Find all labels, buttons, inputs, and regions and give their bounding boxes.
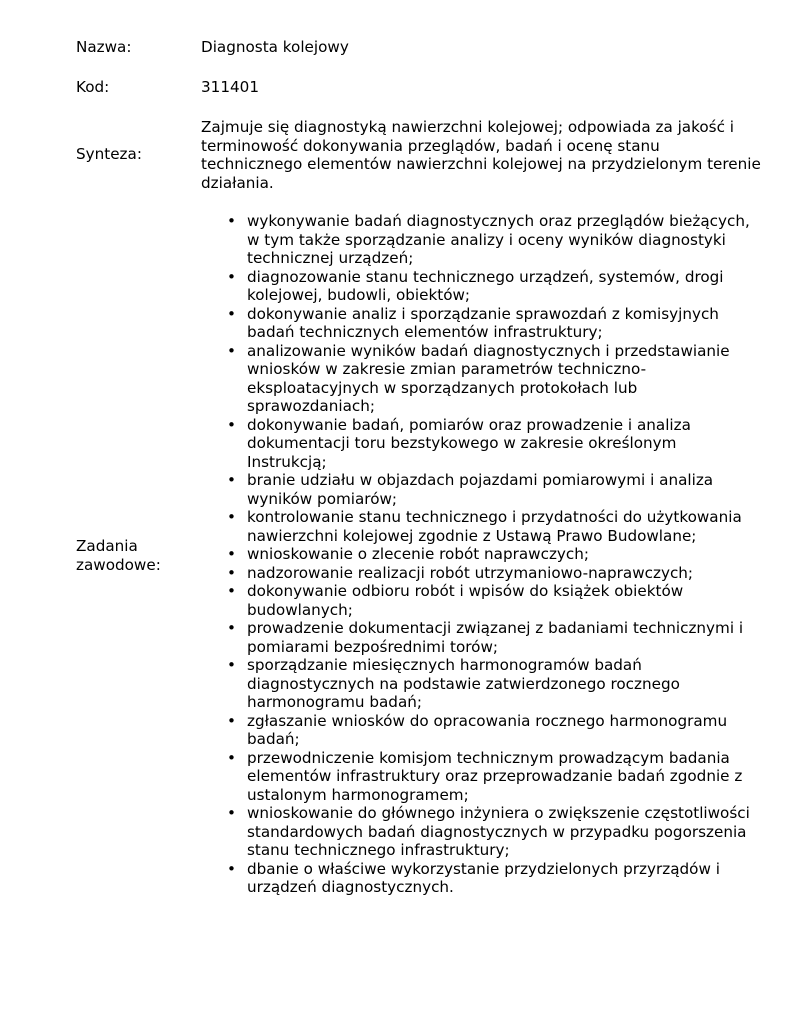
synteza-label: Synteza: [76,145,142,163]
nazwa-value: Diagnosta kolejowy [201,38,349,56]
list-item: • wnioskowanie do głównego inżyniera o zwiększenie częstotliwości standardowych badań diagnostycznych w przypadku pogorszenia stanu technicznego infrastruktury; [227,804,757,860]
list-item: • dokonywanie analiz i sporządzanie sprawozdań z komisyjnych badań technicznych elementów infrastruktury; [227,305,757,342]
synteza-value: Zajmuje się diagnostyką nawierzchni kolejowej; odpowiada za jakość i terminowość dokonywania przeglądów, badań i ocenę stanu technicznego elementów nawierzchni kolejowej na przydzielonym terenie działania. [201,118,761,192]
list-item: • dokonywanie odbioru robót i wpisów do książek obiektów budowlanych; [227,582,757,619]
list-item: • wnioskowanie o zlecenie robót naprawczych; [227,545,757,564]
list-item: • przewodniczenie komisjom technicznym prowadzącym badania elementów infrastruktury oraz przeprowadzanie badań zgodnie z ustalonym harmonogramem; [227,749,757,805]
list-item: • sporządzanie miesięcznych harmonogramów badań diagnostycznych na podstawie zatwierdzonego rocznego harmonogramu badań; [227,656,757,712]
list-item: • analizowanie wyników badań diagnostycznych i przedstawianie wniosków w zakresie zmian parametrów techniczno-eksploatacyjnych w sporządzanych protokołach lub sprawozdaniach; [227,342,757,416]
list-item: • kontrolowanie stanu technicznego i przydatności do użytkowania nawierzchni kolejowej zgodnie z Ustawą Prawo Budowlane; [227,508,757,545]
list-item: • zgłaszanie wniosków do opracowania rocznego harmonogramu badań; [227,712,757,749]
list-item: • branie udziału w objazdach pojazdami pomiarowymi i analiza wyników pomiarów; [227,471,757,508]
list-item: • dbanie o właściwe wykorzystanie przydzielonych przyrządów i urządzeń diagnostycznych. [227,860,757,897]
zadania-list [227,212,757,897]
list-item: • diagnozowanie stanu technicznego urządzeń, systemów, drogi kolejowej, budowli, obiektów; [227,268,757,305]
kod-value: 311401 [201,78,259,96]
list-item: • dokonywanie badań, pomiarów oraz prowadzenie i analiza dokumentacji toru bezstykowego w zakresie określonym Instrukcją; [227,416,757,472]
nazwa-label: Nazwa: [76,38,132,56]
list-item: • prowadzenie dokumentacji związanej z badaniami technicznymi i pomiarami bezpośrednimi torów; [227,619,757,656]
list-item: • nadzorowanie realizacji robót utrzymaniowo-naprawczych; [227,564,757,583]
list-item: • wykonywanie badań diagnostycznych oraz przeglądów bieżących, w tym także sporządzanie analizy i oceny wyników diagnostyki technicznej urządzeń; [227,212,757,268]
zadania-zawodowe-label: Zadania zawodowe: [76,537,161,574]
kod-label: Kod: [76,78,110,96]
